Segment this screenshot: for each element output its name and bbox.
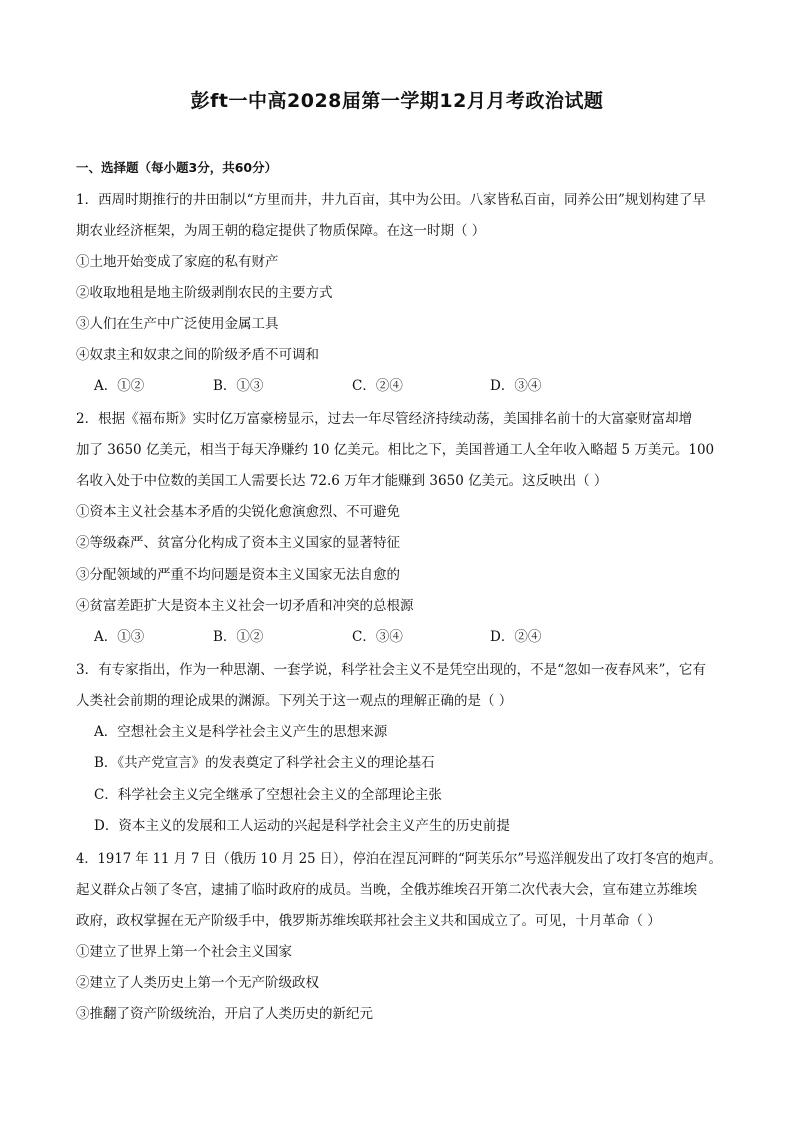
question-2-statement: ③分配领域的严重不均问题是资本主义国家无法自愈的 bbox=[76, 567, 400, 583]
question-2-statement: ②等级森严、贫富分化构成了资本主义国家的显著特征 bbox=[76, 535, 400, 551]
question-2-text: 加了 3650 亿美元，相当于每天净赚约 10 亿美元。相比之下，美国普通工人全年收入略超 5 万美元。100 bbox=[76, 442, 715, 458]
question-1-statement: ④奴隶主和奴隶之间的阶级矛盾不可调和 bbox=[76, 347, 319, 363]
question-1-statement: ③人们在生产中广泛使用金属工具 bbox=[76, 316, 279, 332]
question-2-statement: ①资本主义社会基本矛盾的尖锐化愈演愈烈、不可避免 bbox=[76, 504, 400, 520]
question-4-text: 政府，政权掌握在无产阶级手中，俄罗斯苏维埃联邦社会主义共和国成立了。可见，十月革命（ ） bbox=[76, 913, 661, 929]
question-3-option-d[interactable]: D．资本主义的发展和工人运动的兴起是科学社会主义产生的历史前提 bbox=[94, 818, 510, 834]
question-1-text: 期农业经济框架，为周王朝的稳定提供了物质保障。在这一时期（ ） bbox=[76, 223, 486, 239]
question-1-statement: ①土地开始变成了家庭的私有财产 bbox=[76, 254, 279, 270]
question-2-text: 名收入处于中位数的美国工人需要长达 72.6 万年才能赚到 3650 亿美元。这反映出（ ） bbox=[76, 473, 608, 489]
question-1-text: 1．西周时期推行的井田制以“方里而井，井九百亩，其中为公田。八家皆私百亩，同养公田”规划构建了早 bbox=[76, 192, 706, 208]
question-3-text: 人类社会前期的理论成果的渊源。下列关于这一观点的理解正确的是（ ） bbox=[76, 693, 513, 709]
section-heading: 一、选择题（每小题3分，共60分） bbox=[76, 160, 278, 175]
question-2-statement: ④贫富差距扩大是资本主义社会一切矛盾和冲突的总根源 bbox=[76, 598, 414, 614]
page-title: 彭ft一中高2028届第一学期12月月考政治试题 bbox=[190, 90, 604, 112]
question-3-option-b[interactable]: B．《共产党宣言》的发表奠定了科学社会主义的理论基石 bbox=[94, 755, 435, 771]
question-4-statement: ①建立了世界上第一个社会主义国家 bbox=[76, 944, 292, 960]
question-2-option-b[interactable]: B．①② bbox=[213, 629, 264, 645]
question-1-option-b[interactable]: B．①③ bbox=[213, 378, 264, 394]
question-4-text: 起义群众占领了冬宫，逮捕了临时政府的成员。当晚，全俄苏维埃召开第二次代表大会，宣布建立苏维埃 bbox=[76, 882, 697, 898]
question-1-option-a[interactable]: A．①② bbox=[94, 378, 145, 394]
question-2-option-c[interactable]: C．③④ bbox=[352, 629, 403, 645]
question-3-text: 3．有专家指出，作为一种思潮、一套学说，科学社会主义不是凭空出现的，不是“忽如一夜春风来”，它有 bbox=[76, 662, 706, 678]
question-4-text: 4．1917 年 11 月 7 日（俄历 10 月 25 日），停泊在涅瓦河畔的“阿芙乐尔”号巡洋舰发出了攻打冬宫的炮声。 bbox=[76, 851, 722, 867]
question-3-option-a[interactable]: A．空想社会主义是科学社会主义产生的思想来源 bbox=[94, 724, 388, 740]
question-1-option-c[interactable]: C．②④ bbox=[352, 378, 403, 394]
question-3-option-c[interactable]: C．科学社会主义完全继承了空想社会主义的全部理论主张 bbox=[94, 787, 442, 803]
question-2-option-d[interactable]: D．②④ bbox=[490, 629, 542, 645]
question-2-text: 2．根据《福布斯》实时亿万富豪榜显示，过去一年尽管经济持续动荡，美国排名前十的大富豪财富却增 bbox=[76, 411, 693, 427]
question-4-statement: ③推翻了资产阶级统治，开启了人类历史的新纪元 bbox=[76, 1006, 373, 1022]
question-4-statement: ②建立了人类历史上第一个无产阶级政权 bbox=[76, 975, 319, 991]
question-1-option-d[interactable]: D．③④ bbox=[490, 378, 542, 394]
question-2-option-a[interactable]: A．①③ bbox=[94, 629, 145, 645]
question-1-statement: ②收取地租是地主阶级剥削农民的主要方式 bbox=[76, 285, 333, 301]
